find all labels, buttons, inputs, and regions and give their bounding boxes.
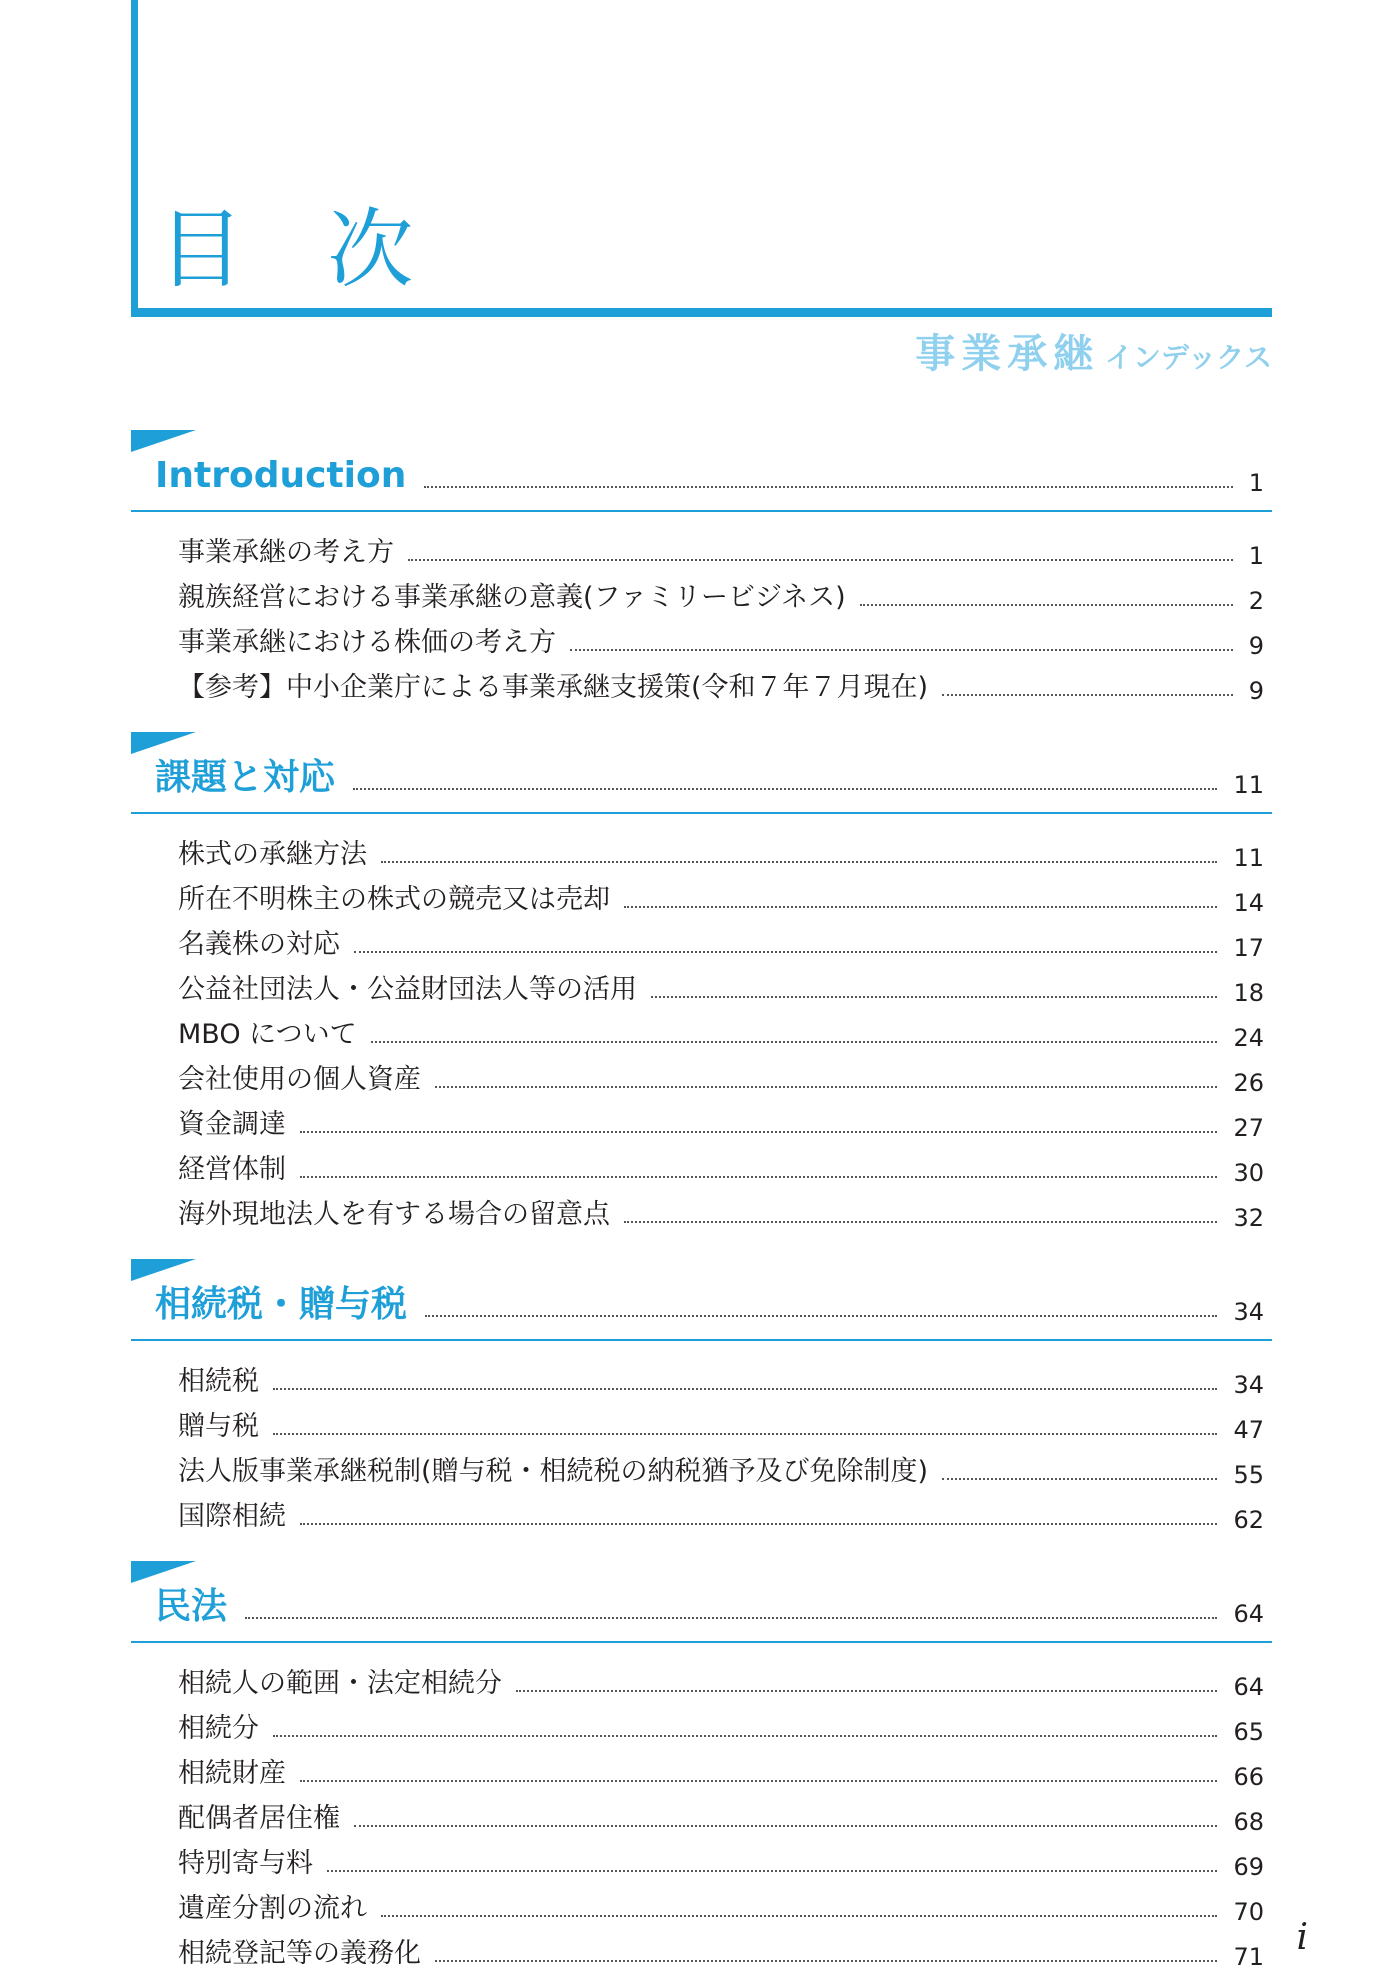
toc-entry[interactable]: [131, 1445, 1272, 1490]
toc-entry[interactable]: [131, 1400, 1272, 1445]
dot-leader: [624, 906, 1217, 908]
toc-entry[interactable]: [131, 1882, 1272, 1927]
entry-page-number: 55: [1233, 1461, 1264, 1489]
entry-title: 【参考】中小企業庁による事業承継支援策(令和７年７月現在): [178, 672, 929, 703]
toc-entry[interactable]: [131, 1008, 1272, 1053]
entry-page-number: 9: [1248, 677, 1264, 705]
toc-section: [131, 722, 1272, 1233]
section-tab-marker: [131, 1259, 196, 1281]
dot-leader: [273, 1388, 1217, 1390]
entry-page-number: 9: [1248, 632, 1264, 660]
entry-page-number: 62: [1233, 1506, 1264, 1534]
toc-entry[interactable]: [131, 1143, 1272, 1188]
header-frame-horizontal: [131, 308, 1272, 317]
toc-entry[interactable]: [131, 1657, 1272, 1702]
entry-page-number: 71: [1233, 1943, 1264, 1971]
entry-title: 法人版事業承継税制(贈与税・相続税の納税猶予及び免除制度): [178, 1456, 929, 1487]
entry-title: 遺産分割の流れ: [178, 1893, 367, 1924]
entry-page-number: 47: [1233, 1416, 1264, 1444]
entry-title: 海外現地法人を有する場合の留意点: [178, 1199, 610, 1230]
entry-page-number: 26: [1233, 1069, 1264, 1097]
section-title: 課題と対応: [155, 757, 336, 798]
dot-leader: [424, 486, 1232, 488]
toc-entry[interactable]: [131, 661, 1272, 706]
entry-page-number: 27: [1233, 1114, 1264, 1142]
entry-title: MBO について: [178, 1019, 357, 1050]
section-page-number: 11: [1233, 771, 1264, 799]
entry-title: 事業承継の考え方: [178, 537, 394, 568]
dot-leader: [354, 951, 1217, 953]
section-entries: [131, 814, 1272, 1233]
entry-title: 公益社団法人・公益財団法人等の活用: [178, 974, 637, 1005]
toc-entry[interactable]: [131, 526, 1272, 571]
entry-title: 特別寄与料: [178, 1848, 313, 1879]
entry-title: 所在不明株主の株式の競売又は売却: [178, 884, 610, 915]
page-subtitle: [915, 322, 1272, 379]
entry-page-number: 65: [1233, 1718, 1264, 1746]
entry-title: 経営体制: [178, 1154, 286, 1185]
table-of-contents: [131, 420, 1272, 1988]
entry-title: 相続税: [178, 1366, 259, 1397]
toc-entry[interactable]: [131, 1837, 1272, 1882]
toc-section: [131, 1249, 1272, 1535]
entry-title: 配偶者居住権: [178, 1803, 340, 1834]
section-row[interactable]: [155, 1283, 1264, 1327]
dot-leader: [300, 1131, 1217, 1133]
dot-leader: [651, 996, 1217, 998]
entry-page-number: 32: [1233, 1204, 1264, 1232]
dot-leader: [245, 1617, 1217, 1619]
section-header: [131, 722, 1272, 814]
dot-leader: [435, 1086, 1217, 1088]
dot-leader: [408, 559, 1233, 561]
dot-leader: [327, 1870, 1217, 1872]
entry-page-number: 68: [1233, 1808, 1264, 1836]
toc-entry[interactable]: [131, 1098, 1272, 1143]
section-row[interactable]: [155, 756, 1264, 800]
dot-leader: [273, 1433, 1217, 1435]
entry-page-number: 30: [1233, 1159, 1264, 1187]
entry-page-number: 64: [1233, 1673, 1264, 1701]
section-row[interactable]: [155, 454, 1264, 498]
toc-entry[interactable]: [131, 616, 1272, 661]
toc-entry[interactable]: [131, 1355, 1272, 1400]
section-header: [131, 1249, 1272, 1341]
dot-leader: [516, 1690, 1217, 1692]
entry-page-number: 17: [1233, 934, 1264, 962]
toc-entry[interactable]: [131, 1188, 1272, 1233]
subtitle-main: 事業承継: [915, 331, 1100, 377]
entry-page-number: 34: [1233, 1371, 1264, 1399]
toc-entry[interactable]: [131, 1702, 1272, 1747]
section-header: [131, 420, 1272, 512]
section-entries: [131, 1643, 1272, 1972]
entry-page-number: 1: [1248, 542, 1264, 570]
section-title: 相続税・贈与税: [155, 1284, 408, 1325]
page-folio: i: [1296, 1917, 1308, 1958]
entry-title: 相続財産: [178, 1758, 286, 1789]
section-page-number: 34: [1233, 1298, 1264, 1326]
entry-page-number: 69: [1233, 1853, 1264, 1881]
toc-entry[interactable]: [131, 963, 1272, 1008]
entry-page-number: 11: [1233, 844, 1264, 872]
page-title: 目 次: [158, 200, 442, 300]
section-page-number: 64: [1233, 1600, 1264, 1628]
entry-title: 国際相続: [178, 1501, 286, 1532]
section-tab-marker: [131, 732, 196, 754]
toc-entry[interactable]: [131, 918, 1272, 963]
header-frame-vertical: [131, 0, 138, 317]
entry-title: 相続登記等の義務化: [178, 1938, 421, 1969]
entry-title: 株式の承継方法: [178, 839, 367, 870]
toc-entry[interactable]: [131, 873, 1272, 918]
entry-title: 相続人の範囲・法定相続分: [178, 1668, 502, 1699]
entry-page-number: 24: [1233, 1024, 1264, 1052]
dot-leader: [300, 1780, 1217, 1782]
dot-leader: [273, 1735, 1217, 1737]
entry-title: 事業承継における株価の考え方: [178, 627, 556, 658]
toc-entry[interactable]: [131, 1747, 1272, 1792]
subtitle-sub: インデックス: [1104, 341, 1272, 374]
dot-leader: [381, 1915, 1217, 1917]
entry-page-number: 18: [1233, 979, 1264, 1007]
toc-entry[interactable]: [131, 571, 1272, 616]
dot-leader: [624, 1221, 1217, 1223]
entry-title: 親族経営における事業承継の意義(ファミリービジネス): [178, 582, 846, 613]
toc-entry[interactable]: [131, 1053, 1272, 1098]
toc-entry[interactable]: [131, 1490, 1272, 1535]
toc-entry[interactable]: [131, 1792, 1272, 1837]
dot-leader: [354, 1825, 1217, 1827]
entry-page-number: 14: [1233, 889, 1264, 917]
entry-page-number: 2: [1248, 587, 1264, 615]
dot-leader: [860, 604, 1233, 606]
dot-leader: [435, 1960, 1217, 1962]
section-header: [131, 1551, 1272, 1643]
dot-leader: [942, 694, 1233, 696]
entry-page-number: 66: [1233, 1763, 1264, 1791]
section-row[interactable]: [155, 1585, 1264, 1629]
dot-leader: [425, 1315, 1217, 1317]
entry-page-number: 70: [1233, 1898, 1264, 1926]
entry-title: 会社使用の個人資産: [178, 1064, 421, 1095]
toc-entry[interactable]: [131, 828, 1272, 873]
section-entries: [131, 512, 1272, 706]
section-title: Introduction: [155, 455, 407, 496]
dot-leader: [300, 1523, 1217, 1525]
entry-title: 資金調達: [178, 1109, 286, 1140]
dot-leader: [371, 1041, 1218, 1043]
dot-leader: [300, 1176, 1217, 1178]
entry-title: 名義株の対応: [178, 929, 340, 960]
section-page-number: 1: [1248, 469, 1264, 497]
dot-leader: [353, 788, 1217, 790]
dot-leader: [570, 649, 1233, 651]
dot-leader: [942, 1478, 1217, 1480]
dot-leader: [381, 861, 1217, 863]
section-tab-marker: [131, 430, 196, 452]
section-entries: [131, 1341, 1272, 1535]
toc-section: [131, 1551, 1272, 1972]
entry-title: 相続分: [178, 1713, 259, 1744]
section-tab-marker: [131, 1561, 196, 1583]
toc-entry[interactable]: [131, 1927, 1272, 1972]
toc-section: [131, 420, 1272, 706]
section-title: 民法: [155, 1586, 228, 1627]
entry-title: 贈与税: [178, 1411, 259, 1442]
